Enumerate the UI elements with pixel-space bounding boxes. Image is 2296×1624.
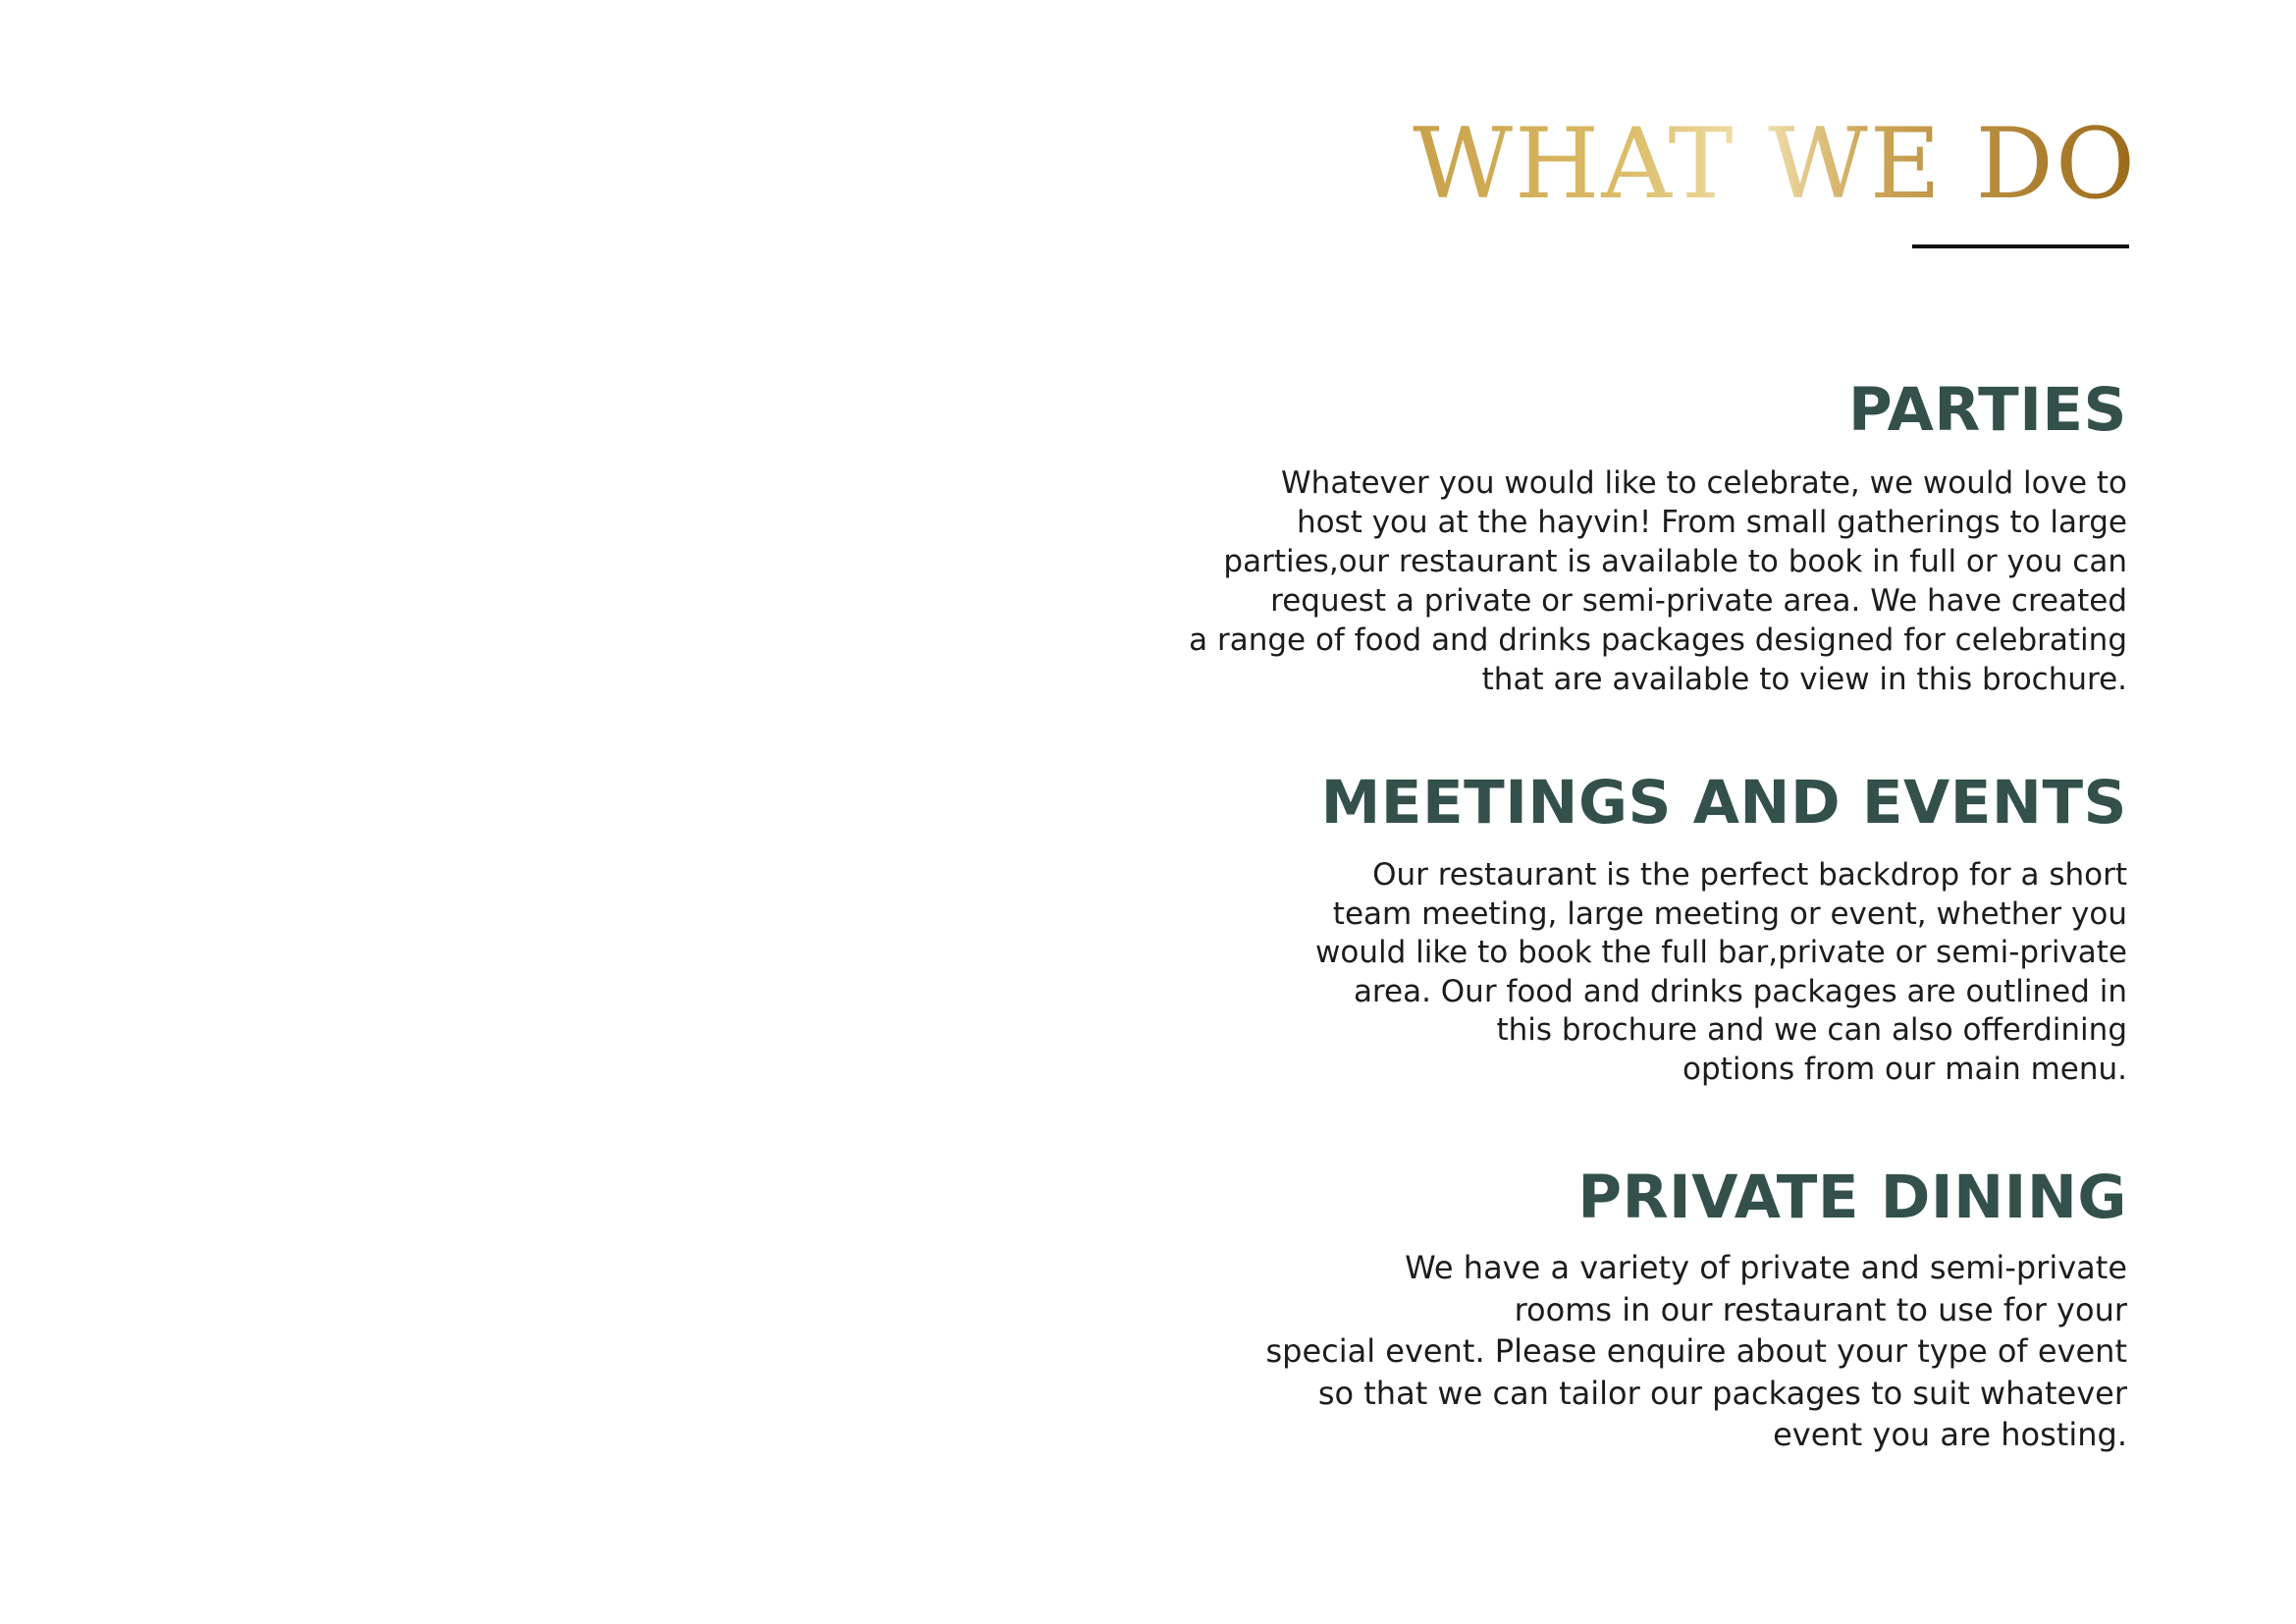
section-heading-private-dining: PRIVATE DINING bbox=[1577, 1163, 2127, 1232]
section-body-private-dining bbox=[1047, 1247, 2127, 1456]
body-line: a range of food and drinks packages designed for celebrating bbox=[1189, 623, 2127, 659]
title-divider bbox=[1912, 244, 2129, 248]
section-parties bbox=[1047, 375, 2127, 699]
body-line: Our restaurant is the perfect backdrop for a short bbox=[1372, 857, 2127, 893]
body-line: Whatever you would like to celebrate, we would love to bbox=[1281, 465, 2127, 502]
section-heading-meetings-and-events: MEETINGS AND EVENTS bbox=[1320, 768, 2127, 838]
body-line: parties,our restaurant is available to book in full or you can bbox=[1223, 544, 2127, 580]
section-heading-parties: PARTIES bbox=[1848, 375, 2127, 445]
section-meetings-and-events bbox=[1047, 768, 2127, 1089]
body-line: so that we can tailor our packages to suit whatever bbox=[1317, 1374, 2127, 1412]
body-line: We have a variety of private and semi-private bbox=[1405, 1249, 2127, 1287]
body-line: options from our main menu. bbox=[1682, 1051, 2127, 1087]
body-line: rooms in our restaurant to use for your bbox=[1514, 1290, 2127, 1328]
section-body-meetings-and-events bbox=[1047, 856, 2127, 1089]
body-line: this brochure and we can also offerdining bbox=[1496, 1012, 2127, 1049]
section-private-dining bbox=[1047, 1163, 2127, 1456]
body-line: team meeting, large meeting or event, whether you bbox=[1332, 895, 2127, 932]
body-line: special event. Please enquire about your type of event bbox=[1265, 1332, 2127, 1371]
page-title: WHAT WE DO bbox=[1413, 108, 2137, 221]
body-line: that are available to view in this brochure. bbox=[1481, 662, 2127, 698]
body-line: would like to book the full bar,private or semi-private bbox=[1315, 935, 2127, 971]
section-body-parties bbox=[1047, 463, 2127, 699]
body-line: request a private or semi-private area. We have created bbox=[1270, 583, 2127, 620]
body-line: event you are hosting. bbox=[1773, 1416, 2127, 1454]
body-line: area. Our food and drinks packages are outlined in bbox=[1353, 973, 2127, 1009]
body-line: host you at the hayvin! From small gatherings to large bbox=[1296, 505, 2127, 541]
